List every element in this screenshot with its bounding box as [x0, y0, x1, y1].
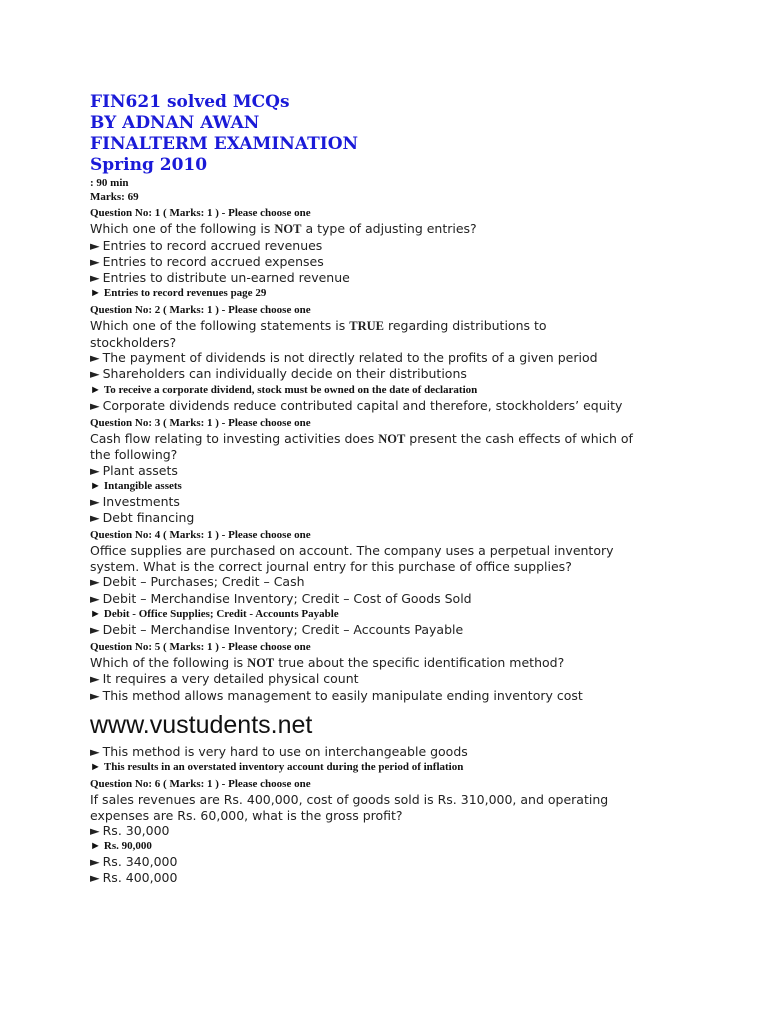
question-5-header: Question No: 5 ( Marks: 1 ) - Please choose one: [90, 640, 311, 653]
question-4-option-a: ► Debit – Purchases; Credit – Cash: [90, 574, 305, 590]
question-6-option-d: ► Rs. 400,000: [90, 870, 178, 886]
question-5-option-b: ► This method allows management to easily manipulate ending inventory cost: [90, 687, 583, 703]
doc-title-line1: FIN621 solved MCQs: [90, 92, 290, 112]
question-5-text: Which of the following is NOT true about the specific identification method?: [90, 654, 565, 670]
question-6-option-c: ► Rs. 340,000: [90, 854, 178, 870]
question-6-text: If sales revenues are Rs. 400,000, cost of goods sold is Rs. 310,000, and operating expenses are Rs. 60,000, what is the gross profit?: [90, 792, 609, 823]
question-5-option-d-correct: ► This results in an overstated inventory account during the period of inflation: [90, 761, 464, 774]
question-4-text: Office supplies are purchased on account. The company uses a perpetual inventory system. What is the correct journal entry for this purchase of office supplies?: [90, 543, 614, 574]
question-6-header: Question No: 6 ( Marks: 1 ) - Please choose one: [90, 778, 311, 791]
question-2-option-c-correct: ► To receive a corporate dividend, stock must be owned on the date of declaration: [90, 383, 478, 396]
question-2-option-b: ► Shareholders can individually decide on their distributions: [90, 366, 467, 382]
doc-title-line4: Spring 2010: [90, 155, 208, 175]
question-3-option-c: ► Investments: [90, 493, 180, 509]
question-1-option-d-correct: ► Entries to record revenues page 29: [90, 287, 267, 300]
question-3-option-a: ► Plant assets: [90, 462, 178, 478]
question-5-option-c: ► This method is very hard to use on interchangeable goods: [90, 743, 468, 759]
question-5-option-a: ► It requires a very detailed physical count: [90, 671, 359, 687]
question-4-option-d: ► Debit – Merchandise Inventory; Credit – Accounts Payable: [90, 621, 464, 637]
watermark-site-url: www.vustudents.net: [90, 710, 313, 739]
question-1-header: Question No: 1 ( Marks: 1 ) - Please choose one: [90, 207, 311, 219]
question-1-text: Which one of the following is NOT a type of adjusting entries?: [90, 221, 477, 236]
exam-time: : 90 min: [90, 177, 129, 189]
question-2-option-d: ► Corporate dividends reduce contributed capital and therefore, stockholders’ equity: [90, 397, 623, 413]
question-1-option-b: ► Entries to record accrued expenses: [90, 253, 324, 269]
document-page: [90, 92, 690, 887]
question-2-option-a: ► The payment of dividends is not directly related to the profits of a given period: [90, 350, 598, 366]
question-3-text: Cash flow relating to investing activities does NOT present the cash effects of which of the following?: [90, 430, 633, 463]
exam-marks: Marks: 69: [90, 191, 139, 203]
question-1-option-c: ► Entries to distribute un-earned revenue: [90, 269, 350, 285]
question-3-option-b-correct: ► Intangible assets: [90, 479, 182, 492]
question-2-text: Which one of the following statements is TRUE regarding distributions to stockholders?: [90, 318, 547, 350]
question-4-option-c-correct: ► Debit - Office Supplies; Credit - Accounts Payable: [90, 607, 339, 620]
doc-title-line2: BY ADNAN AWAN: [90, 113, 260, 133]
question-4-header: Question No: 4 ( Marks: 1 ) - Please choose one: [90, 529, 311, 542]
question-1-option-a: ► Entries to record accrued revenues: [90, 237, 323, 253]
question-3-header: Question No: 3 ( Marks: 1 ) - Please choose one: [90, 416, 311, 429]
doc-title-line3: FINALTERM EXAMINATION: [90, 134, 359, 154]
question-3-option-d: ► Debt financing: [90, 510, 195, 526]
question-2-header: Question No: 2 ( Marks: 1 ) - Please choose one: [90, 304, 311, 317]
question-6-option-a: ► Rs. 30,000: [90, 823, 170, 839]
question-4-option-b: ► Debit – Merchandise Inventory; Credit – Cost of Goods Sold: [90, 590, 472, 606]
question-6-option-b-correct: ► Rs. 90,000: [90, 840, 152, 853]
